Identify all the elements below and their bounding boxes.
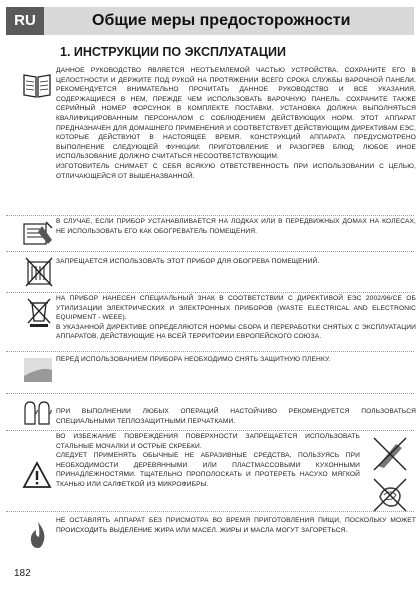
film-text [56, 355, 416, 365]
scratch-paragraph: ВО ИЗБЕЖАНИЕ ПОВРЕЖДЕНИЯ ПОВЕРХНОСТИ ЗАПРЕЩАЕТСЯ ИСПОЛЬЗОВАТЬ СТАЛЬНЫЕ МОЧАЛКИ И ОСТРЫЕ СКРЕБКИ. [56, 433, 360, 450]
no-steel-wool-icon [372, 477, 408, 513]
page-header [6, 7, 414, 35]
warning-triangle-icon [22, 461, 52, 489]
fire-paragraph: НЕ ОСТАВЛЯТЬ АППАРАТ БЕЗ ПРИСМОТРА ВО ВРЕМЯ ПРИГОТОВЛЕНИЯ ПИЩИ, ПОСКОЛЬКУ МОЖЕТ ПРОИСХОДИТЬ ВЫДЕЛЕНИЕ ЖИРА ИЛИ МАСЕЛ. ЖИРЫ И МАСЛА МОГУТ ЗАГОРЕТЬСЯ. [56, 517, 416, 534]
gloves-text [56, 407, 416, 426]
page-number: 182 [14, 568, 31, 579]
no-heating-icon [24, 256, 54, 288]
weee-paragraph: В УКАЗАННОЙ ДИРЕКТИВЕ ОПРЕДЕЛЯЮТСЯ НОРМЫ СБОРА И ПЕРЕРАБОТКИ СНЯТЫХ С ЭКСПЛУАТАЦИИ АППАРАТОВ, ДЕЙСТВУЮЩИЕ НА ВСЕЙ ТЕРРИТОРИИ ЕВРОПЕЙСКОГО СОЮЗА. [56, 323, 416, 341]
language-badge: RU [6, 7, 44, 35]
heating-text [56, 257, 416, 267]
divider [6, 430, 414, 431]
no-space-heater-icon [22, 220, 54, 250]
boats-text [56, 217, 416, 236]
manual-paragraph: ИЗГОТОВИТЕЛЬ СНИМАЕТ С СЕБЯ ВСЯКУЮ ОТВЕТСТВЕННОСТЬ ПРИ ИСПОЛЬЗОВАНИИ С ЦЕЛЬЮ, ОТЛИЧАЮЩЕЙСЯ ОТ ВЫШЕНАЗВАННОЙ. [56, 162, 416, 180]
section-title: 1. ИНСТРУКЦИИ ПО ЭКСПЛУАТАЦИИ [60, 45, 286, 59]
manual-paragraph: ДАННОЕ РУКОВОДСТВО ЯВЛЯЕТСЯ НЕОТЪЕМЛЕМОЙ ЧАСТЬЮ УСТРОЙСТВА. СОХРАНИТЕ ЕГО В ЦЕЛОСТНОСТИ И ДЕРЖИТЕ ПОД РУКОЙ НА ПРОТЯЖЕНИИ ВСЕГО СРОКА СЛУЖБЫ ВАРОЧНОЙ ПАНЕЛИ. РЕКОМЕНДУЕТСЯ ВНИМАТЕЛЬНО ПРОЧИТАТЬ ДАННОЕ РУКОВОДСТВО И ВСЕ УКАЗАНИЯ, СОДЕРЖАЩИЕСЯ В НЕМ, ПРЕЖДЕ ЧЕМ ИСПОЛЬЗОВАТЬ ВАРОЧНУЮ ПАНЕЛЬ. СОХРАНИТЕ ТАКЖЕ СЕРИЙНЫЙ НОМЕР ФОРСУНОК В КОМПЛЕКТЕ ПОСТАВКИ. УСТАНОВКА ДОЛЖНА ВЫПОЛНЯТЬСЯ КВАЛИФИЦИРОВАННЫМ ПЕРСОНАЛОМ С СОБЛЮДЕНИЕМ ДЕЙСТВУЮЩИХ НОРМ. ЭТОТ АППАРАТ ПРЕДНАЗНАЧЕН ДЛЯ ДОМАШНЕГО ПРИМЕНЕНИЯ И СООТВЕТСТВУЕТ ДЕЙСТВУЮЩИМ ДИРЕКТИВАМ ЕЭС, КОТОРЫЕ ДЕЙСТВУЮТ В НАСТОЯЩЕЕ ВРЕМЯ. КОНСТРУКЦИЙ АППАРАТА ПРЕДУСМОТРЕНО ВЫПОЛНЕНИЕ СЛЕДУЮЩЕЙ ФУНКЦИИ: ПРИГОТОВЛЕНИЕ И РАЗОГРЕВ БЛЮД; ЛЮБОЕ ИНОЕ ИСПОЛЬЗОВАНИЕ ДОЛЖНО СЧИТАТЬСЯ НЕСООТВЕТСТВУЮЩИМ. [56, 67, 416, 161]
protective-film-icon [22, 356, 54, 384]
divider [6, 215, 414, 216]
divider [6, 351, 414, 352]
flame-icon [26, 520, 50, 550]
boats-paragraph: В СЛУЧАЕ, ЕСЛИ ПРИБОР УСТАНАВЛИВАЕТСЯ НА ЛОДКАХ ИЛИ В ПЕРЕДВИЖНЫХ ДОМАХ НА КОЛЕСАХ, НЕ ИСПОЛЬЗОВАТЬ ЕГО КАК ОБОГРЕВАТЕЛЬ ПОМЕЩЕНИЯ. [56, 218, 416, 235]
crossed-bin-icon [26, 297, 52, 327]
scratch-paragraph: СЛЕДУЕТ ПРИМЕНЯТЬ ОБЫЧНЫЕ НЕ АБРАЗИВНЫЕ СРЕДСТВА, ПОЛЬЗУЯСЬ ПРИ НЕОБХОДИМОСТИ ДЕРЕВЯННЫМИ ИЛИ ПЛАСТМАССОВЫМИ КУХОННЫМИ ПРИНАДЛЕЖНОСТЯМИ. ТЩАТЕЛЬНО ПРОПОЛОСКАТЬ И ПРОТЕРЕТЬ НАСУХО МЯГКОЙ ТКАНЬЮ ИЛИ САЛФЕТКОЙ ИЗ МИКРОФИБРЫ. [56, 452, 360, 488]
heating-paragraph: ЗАПРЕЩАЕТСЯ ИСПОЛЬЗОВАТЬ ЭТОТ ПРИБОР ДЛЯ ОБОГРЕВА ПОМЕЩЕНИЙ. [56, 258, 320, 265]
weee-text [56, 294, 416, 342]
open-book-icon [22, 70, 52, 100]
page-title: Общие меры предосторожности [92, 12, 351, 29]
scratch-text [56, 432, 360, 490]
oven-gloves-icon [22, 398, 54, 426]
divider [6, 292, 414, 293]
fire-text [56, 516, 416, 535]
manual-text [56, 66, 416, 181]
divider [6, 251, 414, 252]
no-scraper-icon [372, 436, 408, 472]
gloves-paragraph: ПРИ ВЫПОЛНЕНИИ ЛЮБЫХ ОПЕРАЦИЙ НАСТОЙЧИВО РЕКОМЕНДУЕТСЯ ПОЛЬЗОВАТЬСЯ СПЕЦИАЛЬНЫМИ ТЕПЛОЗАЩИТНЫМИ ПЕРЧАТКАМИ. [56, 408, 416, 425]
weee-paragraph: НА ПРИБОР НАНЕСЕН СПЕЦИАЛЬНЫЙ ЗНАК В СООТВЕТСТВИИ С ДИРЕКТИВОЙ ЕЭС 2002/96/CE ОБ УТИЛИЗАЦИИ ЭЛЕКТРИЧЕСКИХ И ЭЛЕКТРОННЫХ ПРИБОРОВ (WASTE ELECTRICAL AND ELECTRONIC EQUIPMENT - WEEE). [56, 295, 416, 322]
divider [6, 511, 414, 512]
film-paragraph: ПЕРЕД ИСПОЛЬЗОВАНИЕМ ПРИБОРА НЕОБХОДИМО СНЯТЬ ЗАЩИТНУЮ ПЛЕНКУ. [56, 356, 331, 363]
divider [6, 393, 414, 394]
